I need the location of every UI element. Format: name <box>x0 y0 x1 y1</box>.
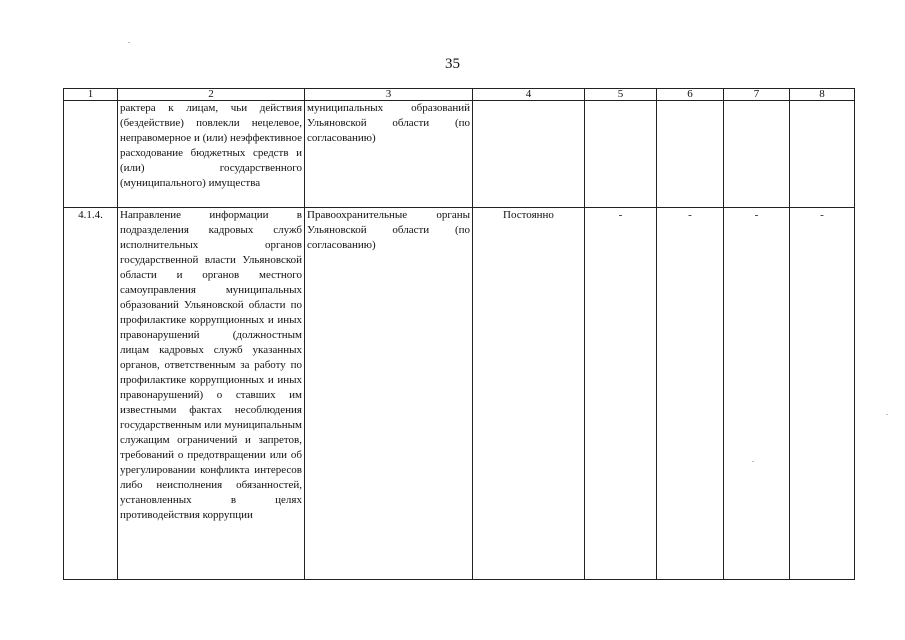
scan-speck <box>886 414 888 415</box>
table-row <box>64 101 855 208</box>
col6-value: - <box>657 208 724 580</box>
col6-value <box>657 101 724 208</box>
executor-text: Правоохранительные органы Ульяновской области (по согласованию) <box>305 208 473 580</box>
measure-text: Направление информации в подразделения кадровых служб исполнительных органов государственной власти Ульяновской области и органов местного самоуправления муниципальных образований Ульяновской области по профилактике коррупционных и иных правонарушений (должностным лицам кадровых служб указанных органов, ответственным за работу по профилактике коррупционных и иных правонарушений) о ставших им известными фактах несоблюдения государственным или муниципальным служащим ограничений и запретов, требований о предотвращении или об урегулировании конфликта интересов либо неисполнения обязанностей, установленных в целях противодействия коррупции <box>118 208 305 580</box>
header-row <box>64 89 855 101</box>
deadline-text: Постоянно <box>473 208 585 580</box>
header-cell-7: 7 <box>724 89 790 101</box>
header-cell-2: 2 <box>118 89 305 101</box>
header-cell-8: 8 <box>790 89 855 101</box>
header-cell-4: 4 <box>473 89 585 101</box>
header-cell-3: 3 <box>305 89 473 101</box>
scan-speck <box>752 461 754 462</box>
page-number: 35 <box>445 56 460 72</box>
col5-value: - <box>585 208 657 580</box>
row-number <box>64 101 118 208</box>
header-cell-1: 1 <box>64 89 118 101</box>
col8-value: - <box>790 208 855 580</box>
col8-value <box>790 101 855 208</box>
header-cell-6: 6 <box>657 89 724 101</box>
deadline-text <box>473 101 585 208</box>
col7-value: - <box>724 208 790 580</box>
col5-value <box>585 101 657 208</box>
row-number: 4.1.4. <box>64 208 118 580</box>
measure-text: рактера к лицам, чьи действия (бездействие) повлекли нецелевое, неправомерное и (или) неэффективное расходование бюджетных средств и (или) государственного (муниципального) имущества <box>118 101 305 208</box>
col7-value <box>724 101 790 208</box>
plan-table <box>63 88 855 580</box>
scan-speck <box>128 42 130 43</box>
executor-text: муниципальных образований Ульяновской области (по согласованию) <box>305 101 473 208</box>
table-row <box>64 208 855 580</box>
header-cell-5: 5 <box>585 89 657 101</box>
